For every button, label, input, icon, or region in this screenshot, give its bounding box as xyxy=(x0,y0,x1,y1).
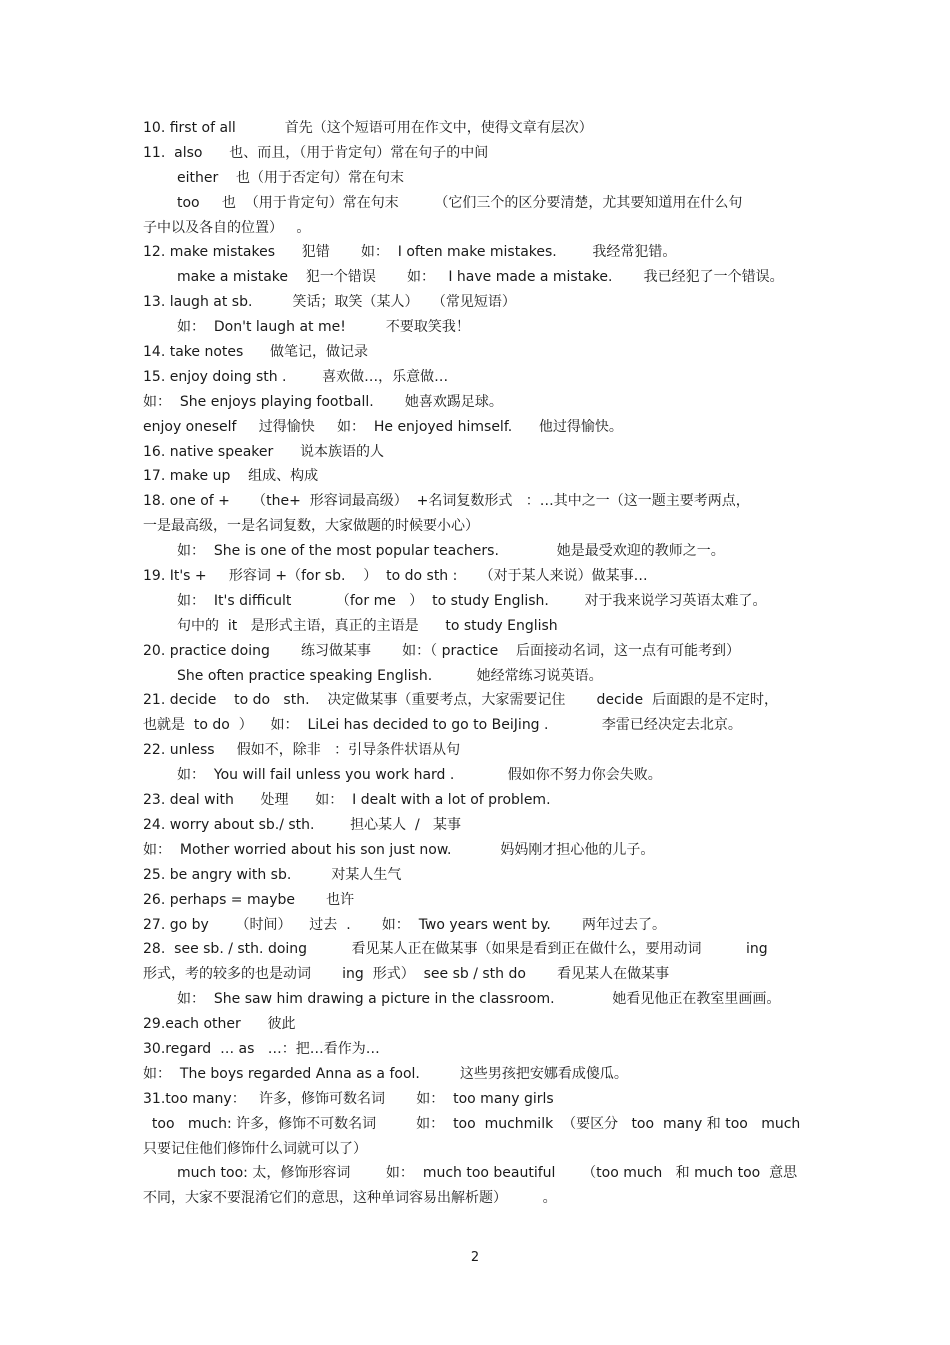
text-line: 19. It's + 形容词 +（for sb. ） to do sth : （对于某人来说）做某事… xyxy=(143,568,648,585)
text-line: 如： It's difficult （for me ） to study English. 对于我来说学习英语太难了。 xyxy=(177,592,767,609)
text-line: 只要记住他们修饰什么词就可以了） xyxy=(143,1140,367,1157)
text-line: 23. deal with 处理 如： I dealt with a lot of problem. xyxy=(143,792,551,809)
text-line: 29.each other 彼此 xyxy=(143,1016,296,1033)
text-line: 20. practice doing 练习做某事 如：（ practice 后面接动名词，这一点有可能考到） xyxy=(143,642,741,659)
text-line: 13. laugh at sb. 笑话；取笑（某人） （常见短语） xyxy=(143,294,516,311)
text-line: 15. enjoy doing sth . 喜欢做…，乐意做… xyxy=(143,368,449,385)
text-line: 形式，考的较多的也是动词 ing 形式） see sb / sth do 看见某人在做某事 xyxy=(143,966,670,983)
text-line: 27. go by （时间） 过去 . 如： Two years went by. 两年过去了。 xyxy=(143,916,667,933)
document-body xyxy=(143,116,823,1211)
text-line: make a mistake 犯一个错误 如： I have made a mistake. 我已经犯了一个错误。 xyxy=(177,269,784,286)
text-line: 17. make up 组成、构成 xyxy=(143,468,319,485)
text-line: 26. perhaps = maybe 也许 xyxy=(143,891,355,908)
text-line: 句中的 it 是形式主语，真正的主语是 to study English xyxy=(177,617,558,634)
text-line: 31.too many： 许多，修饰可数名词 如： too many girls xyxy=(143,1090,554,1107)
text-line: 如： She saw him drawing a picture in the classroom. 她看见他正在教室里画画。 xyxy=(177,991,781,1008)
text-line: 如： Mother worried about his son just now. 妈妈刚才担心他的儿子。 xyxy=(143,841,655,858)
text-line: 21. decide to do sth. 决定做某事（重要考点，大家需要记住 decide 后面跟的是不定时， xyxy=(143,692,778,709)
page-number: 2 xyxy=(470,1250,480,1265)
text-line: 如： The boys regarded Anna as a fool. 这些男孩把安娜看成傻瓜。 xyxy=(143,1065,628,1082)
text-line: 如： She is one of the most popular teachers. 她是最受欢迎的教师之一。 xyxy=(177,543,725,560)
text-line: 11. also 也、而且，（用于肯定句）常在句子的中间 xyxy=(143,144,489,161)
text-line: 18. one of + （the+ 形容词最高级） +名词复数形式 ：…其中之一（这一题主要考两点， xyxy=(143,493,750,510)
text-line: 一是最高级，一是名词复数，大家做题的时候要小心） xyxy=(143,518,479,535)
text-line: 28. see sb. / sth. doing 看见某人正在做某事（如果是看到正在做什么，要用动词 ing xyxy=(143,941,768,958)
text-line: 16. native speaker 说本族语的人 xyxy=(143,443,384,460)
text-line: 不同，大家不要混淆它们的意思，这种单词容易出解析题） 。 xyxy=(143,1190,557,1207)
text-line: 10. first of all 首先（这个短语可用在作文中，使得文章有层次） xyxy=(143,120,593,136)
text-line: 25. be angry with sb. 对某人生气 xyxy=(143,866,402,883)
text-line: 如： She enjoys playing football. 她喜欢踢足球。 xyxy=(143,393,503,410)
text-line: 如： You will fail unless you work hard . 假如你不努力你会失败。 xyxy=(177,767,662,784)
text-line: much too: 太，修饰形容词 如： much too beautiful （too much 和 much too 意思 xyxy=(177,1165,798,1182)
text-line: 30.regard … as …：把…看作为… xyxy=(143,1040,380,1057)
text-line: She often practice speaking English. 她经常练习说英语。 xyxy=(177,667,603,684)
text-line: 24. worry about sb./ sth. 担心某人 / 某事 xyxy=(143,816,462,833)
text-line: too much: 许多，修饰不可数名词 如： too muchmilk （要区分 too many 和 too much xyxy=(143,1115,801,1132)
text-line: 如： Don't laugh at me! 不要取笑我！ xyxy=(177,319,470,336)
text-line: 子中以及各自的位置） 。 xyxy=(143,219,311,236)
text-line: enjoy oneself 过得愉快 如： He enjoyed himself. 他过得愉快。 xyxy=(143,418,623,435)
text-line: 14. take notes 做笔记，做记录 xyxy=(143,344,368,361)
text-line: either 也（用于否定句）常在句末 xyxy=(177,169,405,186)
text-line: 也就是 to do ） 如： LiLei has decided to go to BeiJing . 李雷已经决定去北京。 xyxy=(143,717,742,734)
text-line: too 也 （用于肯定句）常在句末 （它们三个的区分要清楚，尤其要知道用在什么句 xyxy=(177,194,743,211)
text-line: 22. unless 假如不，除非 ：引导条件状语从句 xyxy=(143,742,461,759)
text-line: 12. make mistakes 犯错 如： I often make mistakes. 我经常犯错。 xyxy=(143,244,677,261)
